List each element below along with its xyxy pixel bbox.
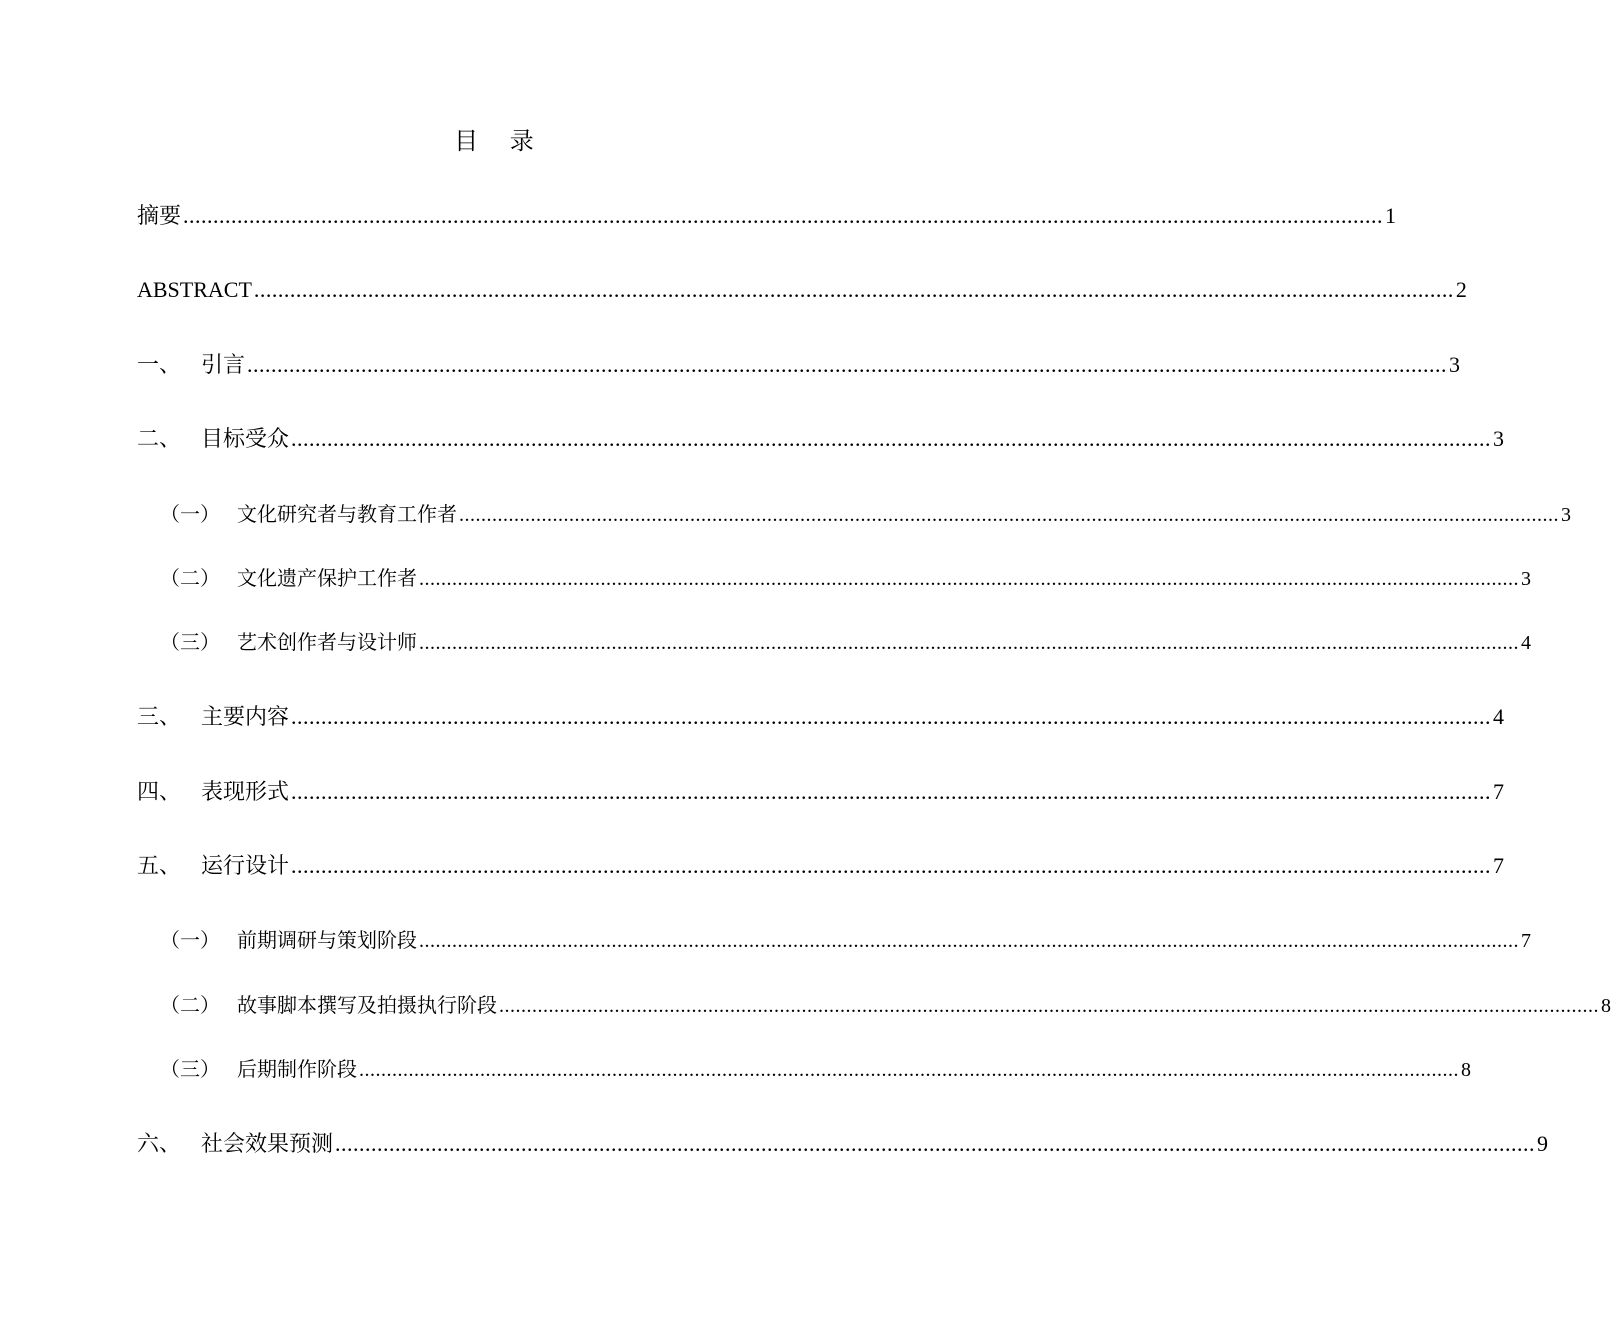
toc-entry-number: （二） [160, 566, 220, 590]
toc-entry-introduction[interactable] [137, 348, 1461, 382]
toc-leader: ........................................................................................................................................................................................................ [253, 277, 1454, 302]
toc-entry-text: 引言 [201, 353, 246, 378]
toc-entry-operation-design[interactable] [137, 849, 1505, 883]
toc-entry-post-production[interactable] [160, 1052, 1471, 1086]
toc-leader: ........................................................................................................................................................................................................ [291, 779, 1492, 804]
toc-entry-heritage-workers[interactable] [160, 561, 1531, 595]
toc-leader: ........................................................................................................................................................................................................ [335, 1131, 1536, 1156]
toc-entry-number: 二、 [137, 427, 182, 452]
toc-entry-number: （一） [160, 502, 220, 526]
toc-entry-forms[interactable] [137, 775, 1505, 809]
toc-entry-research-planning[interactable] [160, 923, 1531, 957]
toc-entry-text: 文化遗产保护工作者 [237, 566, 417, 590]
toc-page-number: 7 [1493, 853, 1505, 878]
toc-title: 目 录 [454, 127, 546, 155]
toc-entry-abstract-en[interactable] [137, 273, 1467, 307]
toc-entry-number: 五、 [137, 854, 182, 879]
toc-page-number: 3 [1493, 426, 1505, 451]
toc-leader: ........................................................................................................................................................................................................ [359, 1059, 1459, 1081]
toc-entry-text: 故事脚本撰写及拍摄执行阶段 [237, 993, 497, 1017]
toc-page-number: 4 [1521, 632, 1531, 654]
toc-entry-text: 主要内容 [201, 705, 290, 730]
toc-page-number: 3 [1561, 504, 1571, 526]
toc-leader: ........................................................................................................................................................................................................ [459, 504, 1559, 526]
toc-entry-text: 运行设计 [201, 854, 290, 879]
toc-entry-text: 社会效果预测 [201, 1132, 334, 1157]
toc-entry-script-shooting[interactable] [160, 988, 1611, 1022]
toc-page-number: 8 [1601, 995, 1611, 1017]
toc-entry-researchers-educators[interactable] [160, 497, 1571, 531]
toc-page-number: 2 [1455, 277, 1467, 302]
toc-entry-text: 表现形式 [201, 780, 290, 805]
toc-leader: ........................................................................................................................................................................................................ [419, 632, 1519, 654]
toc-entry-social-impact[interactable] [137, 1127, 1549, 1161]
toc-page-number: 7 [1493, 779, 1505, 804]
toc-entry-number: （三） [160, 1057, 220, 1081]
toc-entry-text: 文化研究者与教育工作者 [237, 502, 457, 526]
toc-entry-number: （二） [160, 993, 220, 1017]
toc-page-number: 9 [1537, 1131, 1549, 1156]
toc-page-number: 7 [1521, 930, 1531, 952]
toc-entry-target-audience[interactable] [137, 422, 1505, 456]
toc-entry-number: 四、 [137, 780, 182, 805]
toc-leader: ........................................................................................................................................................................................................ [291, 426, 1492, 451]
toc-page-number: 1 [1385, 203, 1397, 228]
toc-leader: ........................................................................................................................................................................................................ [247, 352, 1448, 377]
toc-entry-text: 目标受众 [201, 427, 290, 452]
toc-page-number: 3 [1521, 568, 1531, 590]
toc-entry-abstract-cn[interactable] [137, 199, 1397, 233]
toc-leader: ........................................................................................................................................................................................................ [291, 704, 1492, 729]
toc-entry-number: 一、 [137, 353, 182, 378]
toc-entry-number: （三） [160, 630, 220, 654]
toc-page-number: 8 [1461, 1059, 1471, 1081]
toc-entry-text: 艺术创作者与设计师 [237, 630, 417, 654]
toc-entry-number: 六、 [137, 1132, 182, 1157]
toc-page-number: 4 [1493, 704, 1505, 729]
toc-entry-artists-designers[interactable] [160, 625, 1531, 659]
toc-leader: ........................................................................................................................................................................................................ [499, 995, 1599, 1017]
toc-entry-text: 摘要 [137, 204, 182, 229]
toc-entry-text: 后期制作阶段 [237, 1057, 357, 1081]
toc-entry-text: ABSTRACT [137, 277, 252, 302]
toc-entry-main-content[interactable] [137, 700, 1505, 734]
toc-entry-text: 前期调研与策划阶段 [237, 928, 417, 952]
toc-leader: ........................................................................................................................................................................................................ [291, 853, 1492, 878]
toc-page-number: 3 [1449, 352, 1461, 377]
toc-entry-number: 三、 [137, 705, 182, 730]
toc-leader: ........................................................................................................................................................................................................ [183, 203, 1384, 228]
toc-entry-number: （一） [160, 928, 220, 952]
toc-leader: ........................................................................................................................................................................................................ [419, 930, 1519, 952]
toc-leader: ........................................................................................................................................................................................................ [419, 568, 1519, 590]
